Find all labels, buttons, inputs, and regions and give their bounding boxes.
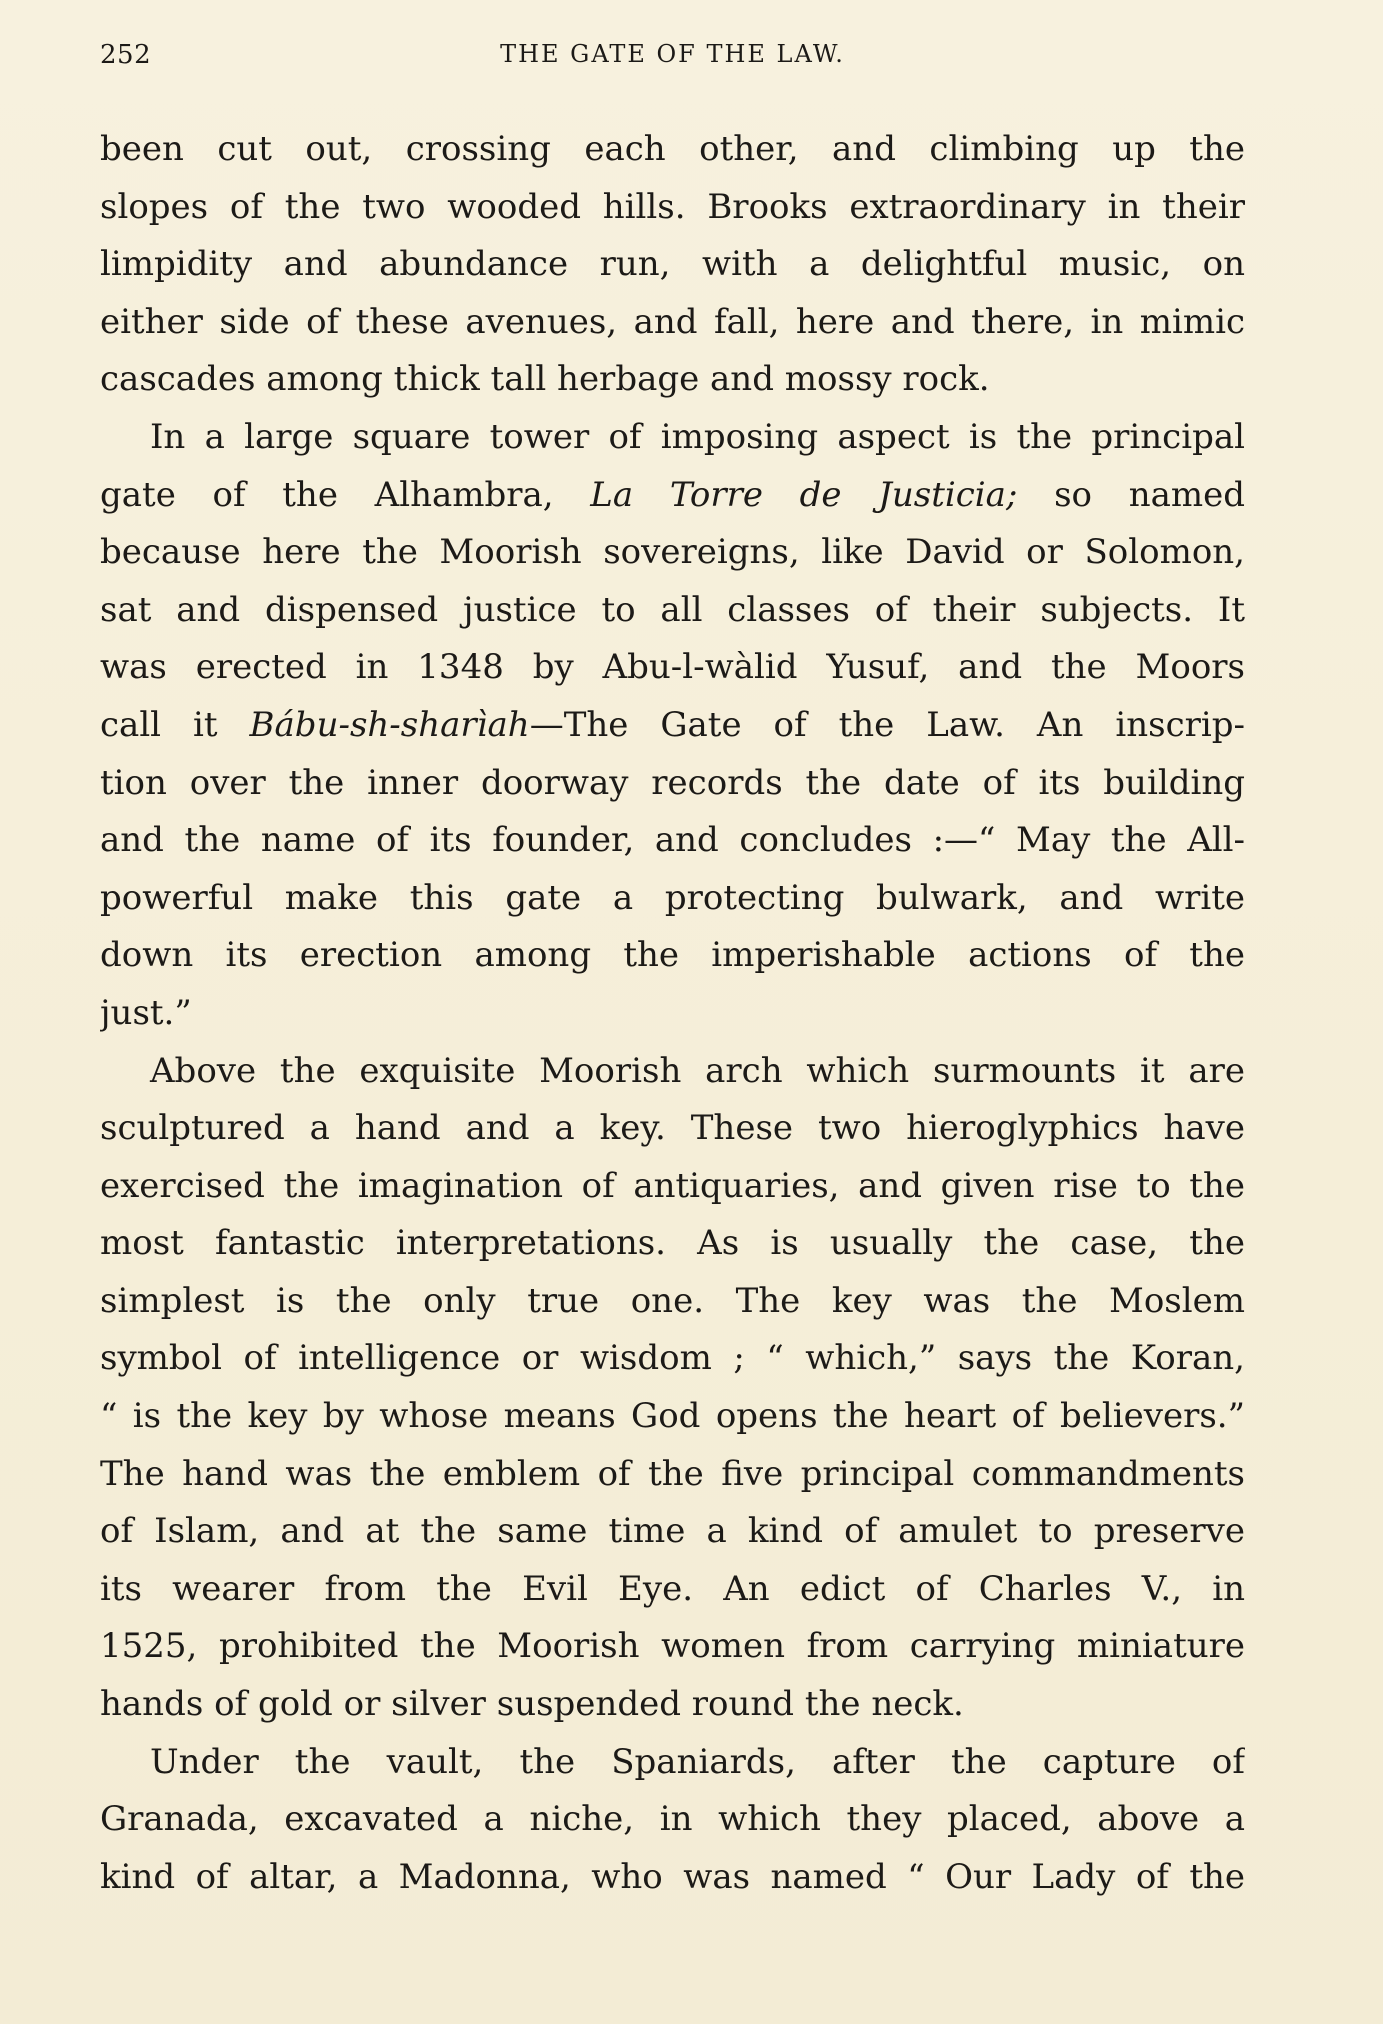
text-line: Granada, excavated a niche, in which they placed, above a xyxy=(100,1799,1245,1840)
text-line: been cut out, crossing each other, and climbing up the xyxy=(100,129,1245,169)
text-line: just.” xyxy=(100,992,192,1033)
text-line: “ is the key by whose means God opens the heart of believers.” xyxy=(100,1396,1245,1437)
page-header xyxy=(100,40,1245,80)
text-line: limpidity and abundance run, with a delightful music, on xyxy=(100,244,1245,285)
text-segment: so named xyxy=(1017,474,1245,515)
text-segment: gate of the Alhambra, xyxy=(100,474,591,515)
text-line xyxy=(100,467,1245,525)
text-line: either side of these avenues, and fall, here and there, in mimic xyxy=(100,301,1245,342)
text-line: sat and dispensed justice to all classes of their subjects. It xyxy=(100,589,1245,630)
text-line: its wearer from the Evil Eye. An edict of Charles V., in xyxy=(100,1568,1245,1609)
text-line: powerful make this gate a protecting bulwark, and write xyxy=(100,877,1245,918)
text-segment: —The Gate of the Law. An inscrip- xyxy=(529,704,1245,745)
text-line: hands of gold or silver suspended round the neck. xyxy=(100,1684,964,1725)
text-line: In a large square tower of imposing aspect is the principal xyxy=(150,416,1245,457)
text-line: kind of altar, a Madonna, who was named “ Our Lady of the xyxy=(100,1856,1245,1897)
text-line xyxy=(100,697,1245,755)
text-line: down its erection among the imperishable actions of the xyxy=(100,935,1245,976)
text-line: cascades among thick tall herbage and mossy rock. xyxy=(100,359,990,400)
text-line: and the name of its founder, and concludes :—“ May the All- xyxy=(100,820,1245,861)
text-line: simplest is the only true one. The key was the Moslem xyxy=(100,1280,1245,1321)
running-head: THE GATE OF THE LAW. xyxy=(500,40,845,68)
text-line: of Islam, and at the same time a kind of amulet to preserve xyxy=(100,1511,1245,1552)
text-line: most fantastic interpretations. As is usually the case, the xyxy=(100,1223,1245,1264)
text-line: symbol of intelligence or wisdom ; “ which,” says the Koran, xyxy=(100,1338,1245,1379)
text-line: 1525, prohibited the Moorish women from carrying miniature xyxy=(100,1626,1245,1667)
text-line: Under the vault, the Spaniards, after the capture of xyxy=(150,1741,1245,1782)
text-line: was erected in 1348 by Abu-l-wàlid Yusuf, and the Moors xyxy=(100,647,1245,688)
text-line: tion over the inner doorway records the date of its building xyxy=(100,762,1245,803)
text-line: exercised the imagination of antiquaries, and given rise to the xyxy=(100,1165,1245,1206)
body-text xyxy=(100,121,1245,1906)
text-line: sculptured a hand and a key. These two hieroglyphics have xyxy=(100,1108,1245,1149)
italic-phrase: Bábu-sh-sharìah xyxy=(249,704,530,745)
text-line: slopes of the two wooded hills. Brooks extraordinary in their xyxy=(100,186,1245,227)
italic-phrase: La Torre de Justicia; xyxy=(590,474,1018,515)
text-segment: call it xyxy=(100,704,250,745)
text-line: because here the Moorish sovereigns, like David or Solomon, xyxy=(100,532,1245,573)
text-line: The hand was the emblem of the five principal commandments xyxy=(100,1453,1245,1494)
page-number: 252 xyxy=(100,40,152,70)
text-line: Above the exquisite Moorish arch which surmounts it are xyxy=(150,1050,1245,1091)
